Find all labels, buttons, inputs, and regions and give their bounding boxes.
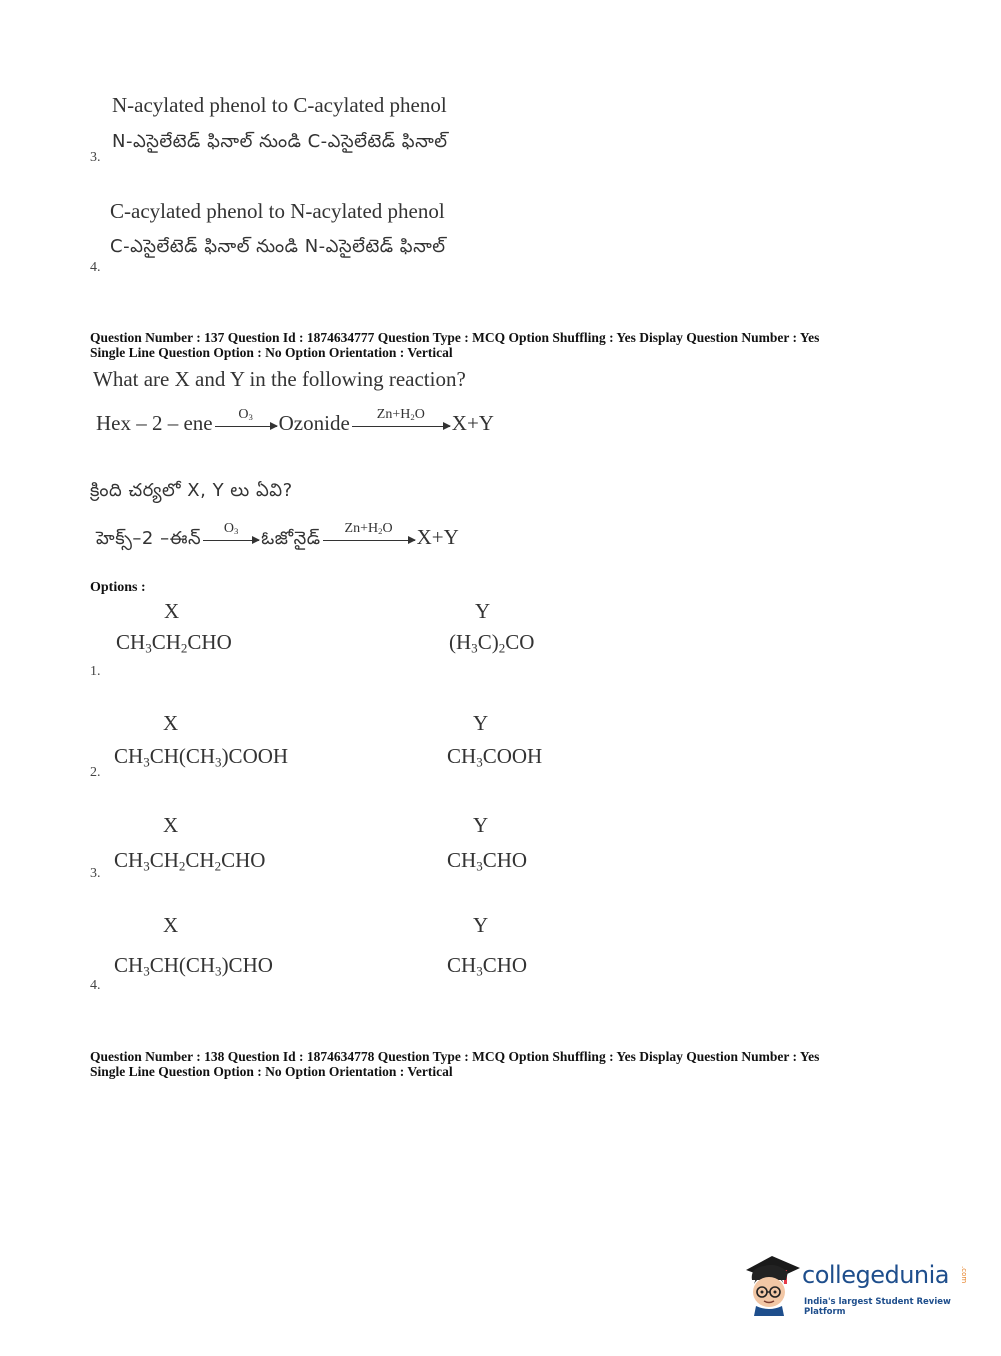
collegedunia-logo[interactable] [742, 1250, 972, 1320]
reaction-start: Hex – 2 – ene [96, 411, 213, 435]
q137-meta-line1: Question Number : 137 Question Id : 1874634777 Question Type : MCQ Option Shuffling : Yes Display Question Number : Yes [90, 330, 820, 345]
option-2-number: 2. [90, 765, 101, 780]
reaction-arrow-1 [215, 406, 277, 427]
mascot-icon [742, 1250, 804, 1316]
reagent-te-o3-label: $O_3$ [223, 520, 239, 536]
option-3-y-header: Y [473, 813, 489, 837]
option-1-x-value: $CH_3CH_2CHO$ [116, 630, 232, 656]
prev-option-4-telugu: C-ఎసైలేటెడ్ ఫినాల్ నుండి N-ఎసైలేటెడ్ ఫినాల్ [110, 236, 446, 257]
q137-reaction-telugu [96, 520, 459, 553]
q137-question-telugu: క్రింది చర్యలో X, Y లు ఏవి? [90, 480, 293, 501]
q137-reaction-english [96, 406, 494, 436]
reaction-product: X+Y [451, 411, 494, 435]
prev-option-4-english: C-acylated phenol to N-acylated phenol [110, 199, 445, 223]
q138-meta-line1: Question Number : 138 Question Id : 1874634778 Question Type : MCQ Option Shuffling : Yes Display Question Number : Yes [90, 1049, 820, 1064]
option-3-number: 3. [90, 866, 101, 881]
logo-tagline: India's largest Student Review Platform [804, 1297, 951, 1317]
option-3-x-value: $CH_3CH_2CH_2CHO$ [114, 848, 266, 874]
option-4-y-header: Y [473, 913, 489, 937]
option-2-x-header: X [163, 711, 179, 735]
reaction-te-product: X+Y [416, 525, 459, 549]
option-4-number: 4. [90, 978, 101, 993]
reaction-middle: Ozonide [278, 411, 350, 435]
option-4-y-value: $CH_3CHO$ [447, 953, 528, 979]
reaction-arrow-2 [352, 406, 450, 427]
reagent-o3-label: $O_3$ [238, 406, 253, 422]
q137-meta-line2: Single Line Question Option : No Option Orientation : Vertical [90, 345, 453, 360]
option-4-x-value: $CH_3CH(CH_3)CHO$ [114, 953, 273, 979]
options-label: Options : [90, 580, 146, 595]
reaction-te-arrow-2 [323, 520, 415, 541]
logo-wordmark: collegedunia [802, 1261, 950, 1289]
reaction-te-middle: ఓజోనైడ్ [261, 528, 321, 549]
reagent-zn-label: $Zn+H_2O$ [376, 406, 425, 422]
option-1-y-header: Y [475, 599, 491, 623]
option-1-number: 1. [90, 664, 101, 679]
option-3-x-header: X [163, 813, 179, 837]
reagent-te-zn-label: $Zn+H_2O$ [344, 520, 393, 536]
reaction-te-arrow-1 [203, 520, 259, 541]
option-1-x-header: X [164, 599, 180, 623]
option-3-y-value: $CH_3CHO$ [447, 848, 528, 874]
option-1-y-value: $(H_3C)_2CO$ [449, 630, 535, 656]
q137-question-english: What are X and Y in the following reaction? [93, 367, 466, 391]
option-4-x-header: X [163, 913, 179, 937]
prev-option-3-english: N-acylated phenol to C-acylated phenol [112, 93, 447, 117]
logo-suffix: .com [960, 1266, 968, 1284]
prev-option-3-telugu: N-ఎసైలేటెడ్ ఫినాల్ నుండి C-ఎసైలేటెడ్ ఫినాల్ [112, 131, 448, 152]
option-2-y-value: $CH_3COOH$ [447, 744, 543, 770]
reaction-te-start: హెక్స్–2 –ఈన్ [96, 528, 202, 549]
prev-option-3-number: 3. [90, 150, 101, 165]
option-2-y-header: Y [473, 711, 489, 735]
prev-option-4-number: 4. [90, 260, 101, 275]
q138-meta-line2: Single Line Question Option : No Option Orientation : Vertical [90, 1064, 453, 1079]
option-2-x-value: $CH_3CH(CH_3)COOH$ [114, 744, 289, 770]
